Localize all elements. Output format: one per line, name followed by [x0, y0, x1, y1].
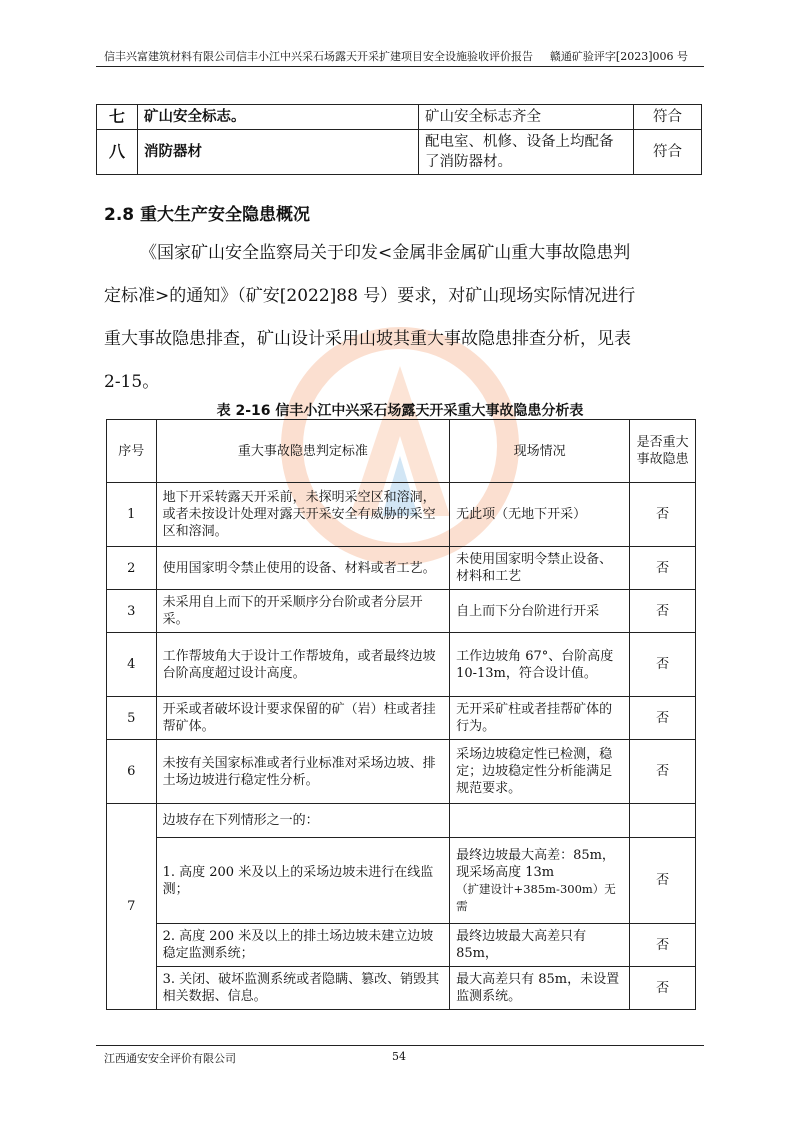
row-result: 否 [630, 967, 696, 1010]
row-result: 否 [630, 838, 696, 924]
row-standard: 使用国家明令禁止使用的设备、材料或者工艺。 [156, 547, 449, 590]
row-standard: 未按有关国家标准或者行业标准对采场边坡、排土场边坡进行稳定性分析。 [156, 740, 449, 804]
row-site [450, 838, 630, 924]
row-result: 否 [630, 697, 696, 740]
table-row [107, 547, 696, 590]
row-standard: 工作帮坡角大于设计工作帮坡角，或者最终边坡台阶高度超过设计高度。 [156, 633, 449, 697]
table-header-row [107, 420, 696, 483]
row-standard: 3. 关闭、破坏监测系统或者隐瞒、篡改、销毁其相关数据、信息。 [156, 967, 449, 1010]
table-subrow [107, 924, 696, 967]
table-row [107, 804, 696, 838]
check-item: 矿山安全标志。 [138, 105, 419, 130]
header-site: 现场情况 [450, 420, 630, 483]
table-subrow [107, 967, 696, 1010]
row-site: 最终边坡最大高差只有 85m， [450, 924, 630, 967]
check-status: 矿山安全标志齐全 [419, 105, 634, 130]
table-row [107, 740, 696, 804]
row-result: 否 [630, 547, 696, 590]
table-row [97, 130, 702, 175]
row-result: 否 [630, 590, 696, 633]
paragraph-line: 定标准>的通知》（矿安[2022]88 号）要求，对矿山现场实际情况进行 [104, 286, 636, 306]
check-item: 消防器材 [138, 130, 419, 175]
row-site: 无此项（无地下开采） [450, 483, 630, 547]
footer-rule [96, 1045, 704, 1046]
paragraph-line: 《国家矿山安全监察局关于印发<金属非金属矿山重大事故隐患判 [140, 243, 631, 263]
row-standard: 2. 高度 200 米及以上的排土场边坡未建立边坡稳定监测系统； [156, 924, 449, 967]
row-result: 否 [630, 483, 696, 547]
row-site: 未使用国家明令禁止设备、材料和工艺 [450, 547, 630, 590]
header-standard: 重大事故隐患判定标准 [156, 420, 449, 483]
table-caption: 表 2-16 信丰小江中兴采石场露天开采重大事故隐患分析表 [216, 403, 584, 419]
check-result: 符合 [634, 105, 702, 130]
header-result: 是否重大事故隐患 [630, 420, 696, 483]
table-subrow [107, 838, 696, 924]
hazard-analysis-table [106, 419, 696, 1010]
row-number: 七 [97, 105, 138, 130]
row-intro: 边坡存在下列情形之一的： [156, 804, 449, 838]
section-heading: 2.8 重大生产安全隐患概况 [104, 205, 311, 225]
row-index: 1 [107, 483, 157, 547]
row-standard: 1. 高度 200 米及以上的采场边坡未进行在线监测； [156, 838, 449, 924]
row-site: 采场边坡稳定性已检测，稳定；边坡稳定性分析能满足规范要求。 [450, 740, 630, 804]
table-row [97, 105, 702, 130]
row-result: 否 [630, 740, 696, 804]
row-number: 八 [97, 130, 138, 175]
table-row [107, 697, 696, 740]
row-standard: 未采用自上而下的开采顺序分台阶或者分层开采。 [156, 590, 449, 633]
check-status: 配电室、机修、设备上均配备了消防器材。 [419, 130, 634, 175]
row-standard: 地下开采转露天开采前，未探明采空区和溶洞，或者未按设计处理对露天开采安全有威胁的采空区和溶洞。 [156, 483, 449, 547]
table-row [107, 483, 696, 547]
check-result: 符合 [634, 130, 702, 175]
row-index: 2 [107, 547, 157, 590]
row-site: 自上而下分台阶进行开采 [450, 590, 630, 633]
row-index: 5 [107, 697, 157, 740]
site-note: （扩建设计+385m-300m）无需 [456, 881, 616, 913]
row-result: 否 [630, 924, 696, 967]
paragraph-line: 重大事故隐患排查，矿山设计采用山坡其重大事故隐患排查分析，见表 [104, 329, 631, 349]
row-index: 4 [107, 633, 157, 697]
table-row [107, 633, 696, 697]
header-title: 信丰兴富建筑材料有限公司信丰小江中兴采石场露天开采扩建项目安全设施验收评价报告 [104, 50, 533, 63]
checklist-table-continued [96, 104, 702, 175]
row-site: 最大高差只有 85m，未设置监测系统。 [450, 967, 630, 1010]
paragraph-line: 2-15。 [104, 372, 160, 392]
header-index: 序号 [107, 420, 157, 483]
table-row [107, 590, 696, 633]
header-rule [96, 66, 704, 67]
row-index: 3 [107, 590, 157, 633]
row-result: 否 [630, 633, 696, 697]
row-index: 6 [107, 740, 157, 804]
section-paragraph [104, 232, 696, 404]
site-text: 最终边坡最大高差：85m，现采场高度 13m [456, 847, 615, 880]
row-site: 无开采矿柱或者挂帮矿体的行为。 [450, 697, 630, 740]
header-doc-number: 赣通矿验评字[2023]006 号 [549, 50, 688, 63]
page-number: 54 [392, 1050, 406, 1063]
row-standard: 开采或者破坏设计要求保留的矿（岩）柱或者挂帮矿体。 [156, 697, 449, 740]
row-index: 7 [107, 804, 157, 1010]
footer-company: 江西通安安全评价有限公司 [104, 1052, 236, 1065]
row-site: 工作边坡角 67°、台阶高度 10-13m，符合设计值。 [450, 633, 630, 697]
